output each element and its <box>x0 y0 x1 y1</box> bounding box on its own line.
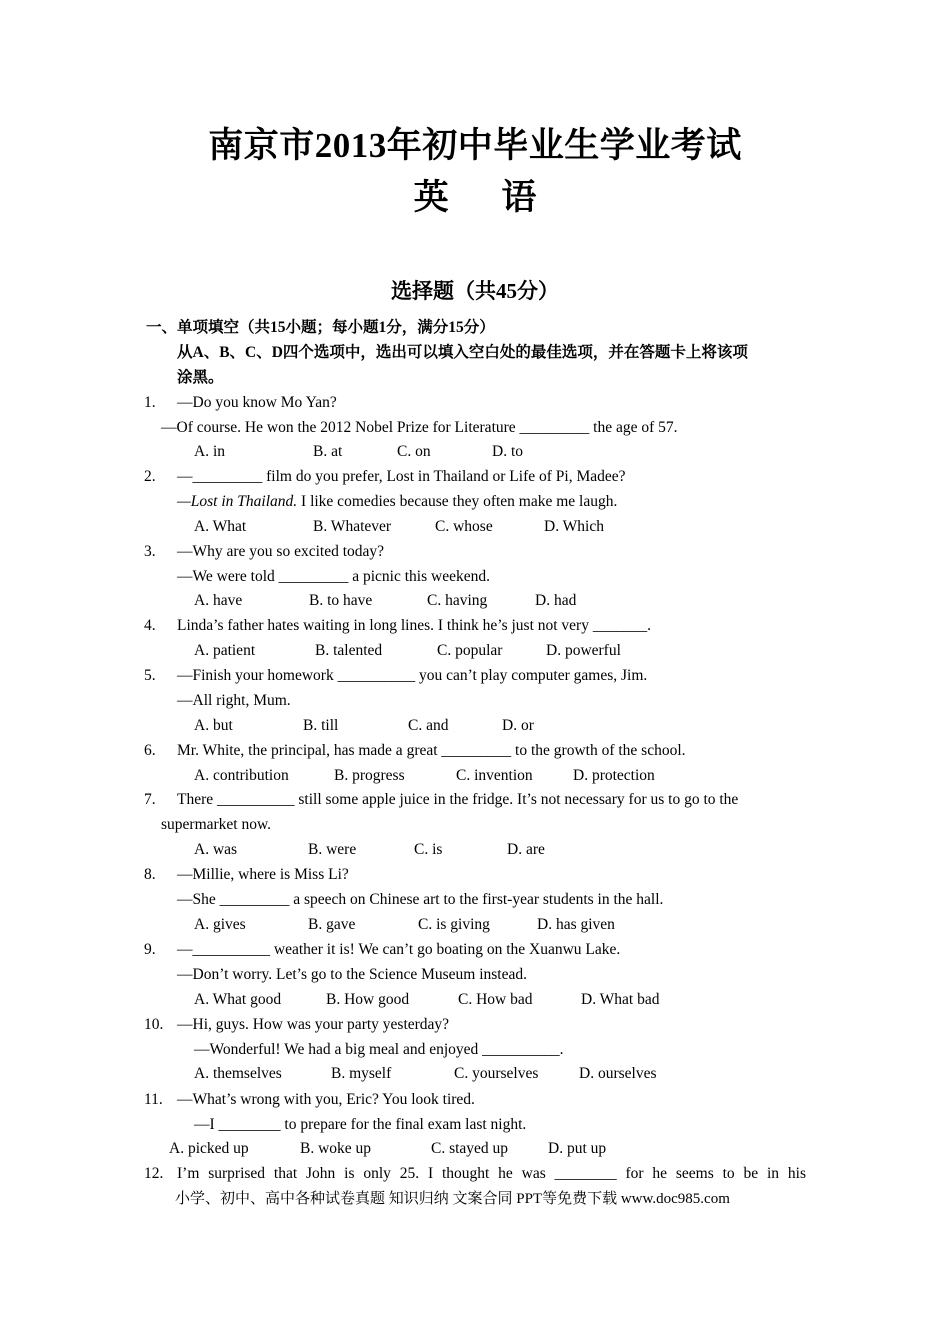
options-row <box>194 915 615 935</box>
option-a: A. contribution <box>194 767 289 784</box>
option-a: A. What good <box>194 991 282 1008</box>
options-row <box>194 990 659 1010</box>
option-a: A. picked up <box>169 1140 249 1157</box>
options-row <box>194 840 545 860</box>
exam-subject: 英 语 <box>413 178 559 217</box>
question-number: 4. <box>144 617 156 634</box>
question-number: 5. <box>144 667 156 684</box>
question-line: Linda’s father hates waiting in long lines. I think he’s just not very _______. <box>177 617 651 634</box>
option-b: B. talented <box>315 642 383 659</box>
option-b: B. to have <box>309 592 373 609</box>
question-line: There __________ still some apple juice in the fridge. It’s not necessary for us to go to the <box>177 791 739 808</box>
option-d: D. has given <box>537 916 615 933</box>
question-line: —She _________ a speech on Chinese art to the first-year students in the hall. <box>177 891 664 908</box>
question-line: —Of course. He won the 2012 Nobel Prize for Literature _________ the age of 57. <box>161 419 678 436</box>
part-instructions: 从A、B、C、D四个选项中，选出可以填入空白处的最佳选项，并在答题卡上将该项 <box>177 344 748 361</box>
options-row <box>194 641 621 661</box>
option-a: A. have <box>194 592 243 609</box>
option-b: B. gave <box>308 916 356 933</box>
option-b: B. progress <box>334 767 405 784</box>
option-b: B. How good <box>326 991 410 1008</box>
option-d: D. or <box>502 717 534 734</box>
part-instructions-cont: 涂黑。 <box>177 369 224 386</box>
option-c: C. whose <box>435 518 493 535</box>
italic-answer: —Lost in Thailand. <box>177 493 298 510</box>
option-d: D. ourselves <box>579 1065 657 1082</box>
option-d: D. are <box>507 841 545 858</box>
option-c: C. is <box>414 841 443 858</box>
question-line: —Don’t worry. Let’s go to the Science Museum instead. <box>177 966 527 983</box>
question-number: 3. <box>144 543 156 560</box>
option-c: C. yourselves <box>454 1065 539 1082</box>
question-line: —All right, Mum. <box>177 692 291 709</box>
question-line: —I ________ to prepare for the final exam last night. <box>194 1116 527 1133</box>
question-number: 8. <box>144 866 156 883</box>
question-number: 11. <box>144 1091 163 1108</box>
options-row <box>194 716 534 736</box>
option-b: B. myself <box>331 1065 392 1082</box>
answer-rest: I like comedies because they often make me laugh. <box>297 493 618 510</box>
question-line: —_________ film do you prefer, Lost in Thailand or Life of Pi, Madee? <box>177 468 626 485</box>
option-b: B. woke up <box>300 1140 372 1157</box>
option-b: B. Whatever <box>313 518 392 535</box>
option-c: C. How bad <box>458 991 533 1008</box>
question-number: 12. <box>144 1165 164 1182</box>
question-line: —Finish your homework __________ you can’t play computer games, Jim. <box>177 667 648 684</box>
question-number: 6. <box>144 742 156 759</box>
option-d: D. Which <box>544 518 604 535</box>
question-line: Mr. White, the principal, has made a great _________ to the growth of the school. <box>177 742 686 759</box>
question-number: 1. <box>144 394 156 411</box>
option-d: D. had <box>535 592 577 609</box>
option-d: D. powerful <box>546 642 621 659</box>
question-line: —Millie, where is Miss Li? <box>177 866 349 883</box>
option-d: D. to <box>492 443 523 460</box>
options-row <box>194 517 604 537</box>
option-a: A. patient <box>194 642 256 659</box>
exam-title: 南京市2013年初中毕业生学业考试 <box>208 126 742 165</box>
question-line: —Wonderful! We had a big meal and enjoyed __________. <box>194 1041 564 1058</box>
option-a: A. What <box>194 518 247 535</box>
options-row <box>194 442 523 462</box>
option-c: C. is giving <box>418 916 490 933</box>
option-b: B. at <box>313 443 343 460</box>
option-b: B. till <box>303 717 339 734</box>
options-row <box>194 591 576 611</box>
option-a: A. themselves <box>194 1065 282 1082</box>
question-number: 9. <box>144 941 156 958</box>
option-a: A. in <box>194 443 225 460</box>
question-number: 2. <box>144 468 156 485</box>
question-line: —What’s wrong with you, Eric? You look tired. <box>177 1091 475 1108</box>
part-heading: 一、单项填空（共15小题；每小题1分，满分15分） <box>146 319 495 336</box>
option-d: D. What bad <box>581 991 660 1008</box>
option-c: C. having <box>427 592 488 609</box>
options-row <box>169 1139 606 1159</box>
option-a: A. gives <box>194 916 246 933</box>
option-c: C. stayed up <box>431 1140 509 1157</box>
options-row <box>194 766 655 786</box>
question-number: 7. <box>144 791 156 808</box>
page-footer: 小学、初中、高中各种试卷真题 知识归纳 文案合同 PPT等免费下载 www.doc985.com <box>175 1191 730 1207</box>
section-heading: 选择题（共45分） <box>391 279 559 303</box>
option-d: D. protection <box>573 767 655 784</box>
option-b: B. were <box>308 841 357 858</box>
option-c: C. popular <box>437 642 503 659</box>
option-d: D. put up <box>548 1140 607 1157</box>
question-line: —Hi, guys. How was your party yesterday? <box>177 1016 450 1033</box>
question-line: —Do you know Mo Yan? <box>177 394 337 411</box>
question-line <box>177 492 617 512</box>
option-c: C. invention <box>456 767 533 784</box>
question-line: I’m surprised that John is only 25. I thought he was ________ for he seems to be in his <box>177 1165 806 1182</box>
option-a: A. was <box>194 841 238 858</box>
question-line: —We were told _________ a picnic this weekend. <box>177 568 490 585</box>
option-c: C. on <box>397 443 431 460</box>
question-line: supermarket now. <box>161 816 272 833</box>
question-number: 10. <box>144 1016 164 1033</box>
option-a: A. but <box>194 717 233 734</box>
options-row <box>194 1064 657 1084</box>
option-c: C. and <box>408 717 449 734</box>
question-line: —__________ weather it is! We can’t go boating on the Xuanwu Lake. <box>177 941 621 958</box>
question-line: —Why are you so excited today? <box>177 543 385 560</box>
